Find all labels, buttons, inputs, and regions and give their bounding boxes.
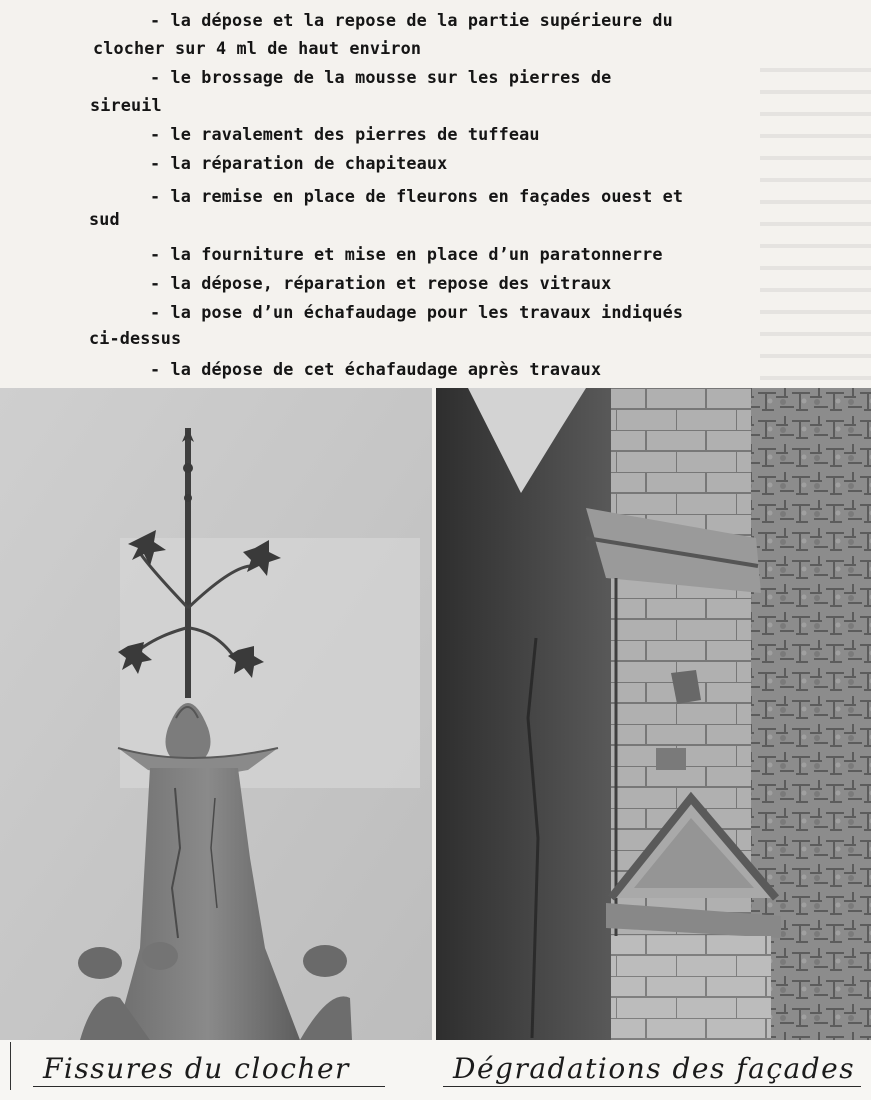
- caption-right-underline: [443, 1086, 861, 1087]
- works-list-line: - la dépose de cet échafaudage après travaux: [150, 359, 602, 379]
- caption-left-underline: [33, 1086, 385, 1087]
- caption-left: Fissures du clocher: [43, 1052, 350, 1085]
- works-list-line: clocher sur 4 ml de haut environ: [93, 38, 422, 58]
- works-list-line: - la dépose et la repose de la partie supérieure du: [150, 10, 673, 30]
- works-list-line: - le ravalement des pierres de tuffeau: [150, 124, 540, 144]
- facade-photo: [436, 388, 871, 1040]
- works-list-line: sireuil: [90, 95, 162, 115]
- works-list-line: ci-dessus: [89, 328, 182, 348]
- works-list-line: - la remise en place de fleurons en façades ouest et: [150, 186, 684, 206]
- works-list-line: - la fourniture et mise en place d’un paratonnerre: [150, 244, 663, 264]
- photo-strip: [0, 388, 871, 1040]
- spire-photo: [0, 388, 432, 1040]
- works-list-line: - le brossage de la mousse sur les pierres de: [150, 67, 612, 87]
- works-list: [0, 0, 871, 388]
- works-list-line: - la pose d’un échafaudage pour les travaux indiqués: [150, 302, 684, 322]
- caption-strip: [0, 1040, 871, 1100]
- caption-right: Dégradations des façades: [453, 1052, 856, 1085]
- works-list-line: - la réparation de chapiteaux: [150, 153, 448, 173]
- works-list-line: sud: [89, 209, 120, 229]
- works-list-line: - la dépose, réparation et repose des vitraux: [150, 273, 612, 293]
